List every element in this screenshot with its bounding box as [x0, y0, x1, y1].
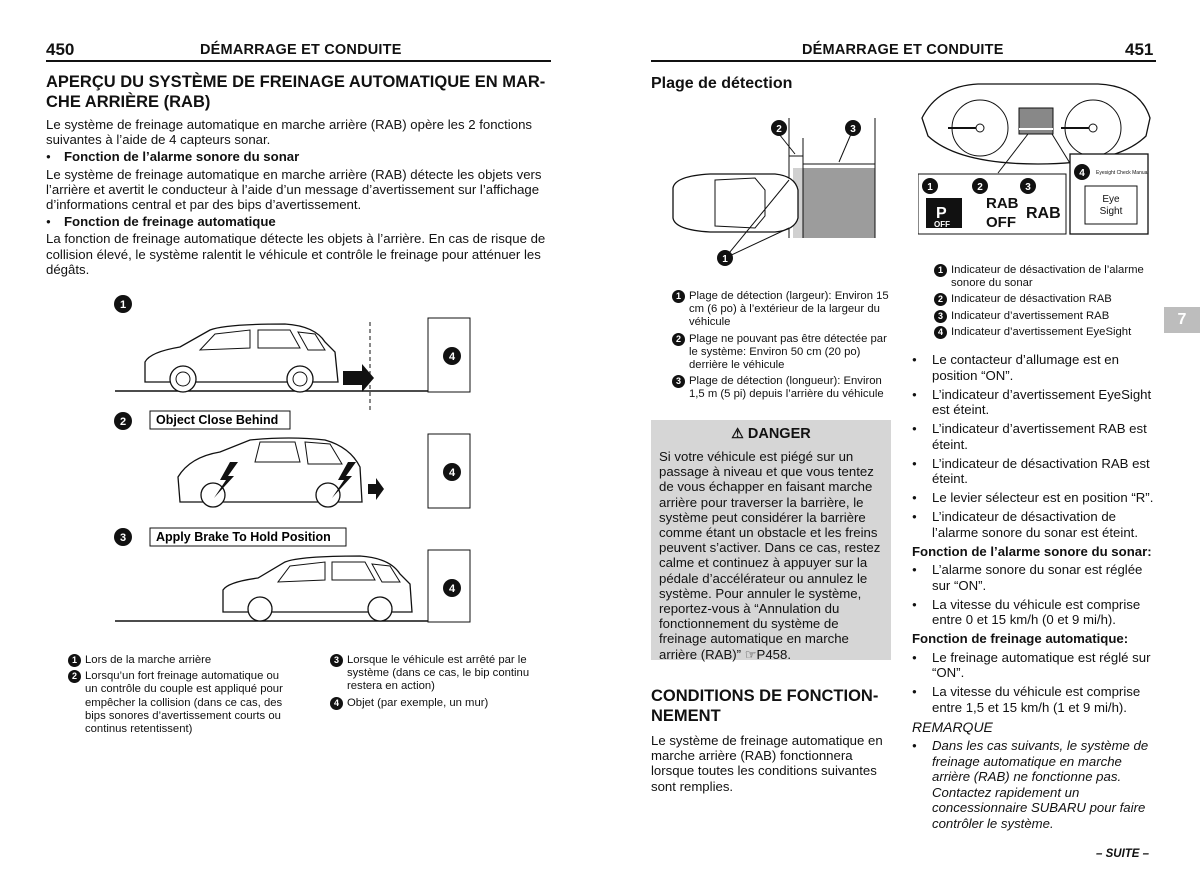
conditions-intro: Le système de freinage automatique en marche arrière (RAB) fonctionnera lorsque toutes les conditions suivantes sont remplies. [651, 733, 883, 794]
car-wheel-2a [201, 483, 225, 507]
object-number-4b: 4 [448, 467, 456, 479]
reverse-arrow-2 [368, 478, 384, 500]
danger-title: DANGER [747, 426, 811, 442]
leader-2 [779, 134, 795, 154]
car-wheel-2b [316, 483, 340, 507]
reverse-arrow-1 [343, 364, 374, 392]
brake-condition-item: ● La vitesse du véhicule est comprise entre 1,5 et 15 km/h (1 et 9 mi/h). [912, 684, 1158, 715]
brake-conditions-heading: Fonction de freinage automatique: [912, 631, 1129, 647]
intro-paragraph: Le système de freinage automatique en marche arrière (RAB) opère les 2 fonctions suivantes à l’aide de 4 capteurs sonar. [46, 117, 532, 148]
sonar-alarm-heading: ● Fonction de l’alarme sonore du sonar [46, 149, 552, 164]
car-top-view [673, 174, 798, 232]
conditions-title-line1: CONDITIONS DE FONCTION- [651, 687, 879, 705]
detection-caption-item [672, 290, 894, 330]
instrument-cluster-figure [918, 78, 1158, 238]
warning-triangle-icon: ⚠ [731, 425, 744, 441]
sonar-conditions-heading: Fonction de l’alarme sonore du sonar: [912, 544, 1152, 560]
conditions-title-line2: NEMENT [651, 707, 721, 725]
caption-text: Indicateur de désactivation de l’alarme sonore du sonar [951, 264, 1144, 290]
left-section-title-line2: CHE ARRIÈRE (RAB) [46, 93, 211, 111]
caption-text: Plage ne pouvant pas être détectée par le système: Environ 50 cm (20 po) derrière le véhicule [689, 332, 887, 372]
scene-3 [114, 528, 470, 622]
sonar-condition-item: ● L’alarme sonore du sonar est réglée sur “ON”. [912, 562, 1158, 593]
continued-marker: – SUITE – [1096, 848, 1150, 860]
indicator-caption-item [934, 310, 1160, 323]
sonar-condition-item: ● La vitesse du véhicule est comprise entre 0 et 15 km/h (0 et 9 mi/h). [912, 597, 1158, 628]
caption-text: Lorsque le véhicule est arrêté par le système (dans ce cas, le bip continu restera en action) [347, 654, 530, 693]
danger-text: Si votre véhicule est piégé sur un passage à niveau et que vous tentez de vous échapper en faisant marche arrière pour traverser la barrière, le système peut considérer la barrière comme étant un obstacle et les freins peuvent s’activer. Dans ce cas, restez calme et continuez à appuyer sur la pédale d’accélérateur ou annulez le système. Pour annuler le système, reportez-vous à “Annulation du fonctionnement du système de freinage automatique en marche arrière (RAB)” [659, 449, 881, 662]
caption-text: Lors de la marche arrière [85, 654, 212, 666]
conditions-title [651, 686, 891, 726]
left-page-number: 450 [46, 40, 75, 59]
caption-number: 4 [934, 326, 947, 339]
caption-text: Objet (par exemple, un mur) [347, 696, 489, 709]
caption-text: Plage de détection (largeur): Environ 15 cm (6 po) à l’extérieur de la largeur du véhicule [689, 290, 889, 329]
caption-text: Indicateur de désactivation RAB [951, 293, 1112, 306]
car-wheel-1b [287, 366, 313, 392]
leader-3 [839, 134, 851, 162]
chapter-tab: 7 [1164, 307, 1200, 333]
cluster-number-4: 4 [1079, 168, 1085, 179]
caption-text: Lorsqu’un fort freinage automatique ou un contrôle du couple est appliqué pour empêcher la collision (dans ce cas, des bips sonores d’avertissement courts ou continus retentissent) [85, 670, 283, 736]
cluster-number-3: 3 [1025, 182, 1031, 193]
caption-item [68, 654, 290, 667]
conditions-list [912, 352, 1158, 835]
rab-operation-figure [110, 292, 480, 637]
right-header-rule [651, 60, 1156, 62]
condition-item: ● L’indicateur d’avertissement EyeSight est éteint. [912, 387, 1158, 418]
object-number-4c: 4 [448, 583, 456, 595]
scene-2 [114, 411, 470, 508]
caption-number: 3 [330, 654, 343, 667]
apply-brake-message: Apply Brake To Hold Position [156, 530, 331, 544]
caption-item [330, 654, 552, 694]
condition-item: ● L’indicateur d’avertissement RAB est éteint. [912, 421, 1158, 452]
left-body [46, 117, 552, 277]
range-number-3: 3 [850, 124, 856, 135]
figure-number-3: 3 [119, 532, 127, 544]
danger-heading [651, 425, 891, 442]
remark-text: ● Dans les cas suivants, le système de freinage automatique en marche arrière (RAB) ne fonctionne pas. Contactez rapidement un concessionnaire SUBARU pour faire contrôler le système. [912, 738, 1158, 831]
eyesight-label-1: Eye [1102, 194, 1120, 205]
left-section-title [46, 72, 551, 112]
car-wheel-3a [248, 597, 272, 621]
eyesight-label-2: Sight [1099, 206, 1123, 217]
caption-number: 2 [68, 670, 81, 683]
indicator-caption-item [934, 293, 1160, 306]
figure-number-2: 2 [119, 416, 127, 428]
left-captions-col2 [330, 654, 552, 713]
remark-title: REMARQUE [912, 719, 993, 736]
cluster-number-2: 2 [977, 182, 983, 193]
detection-captions [672, 290, 894, 405]
condition-item: ● L’indicateur de désactivation RAB est éteint. [912, 456, 1158, 487]
detection-range-title: Plage de détection [651, 75, 793, 92]
sonar-alarm-paragraph: Le système de freinage automatique en marche arrière (RAB) détecte les objets vers l’arrière et avertit le conducteur à l’aide d’un message d’avertissement sur l’affichage d’informations central et par des bips d’avertissement. [46, 166, 542, 213]
detection-caption-item [672, 333, 894, 373]
rab-off-indicator-rab: RAB [986, 195, 1019, 212]
scene-1 [114, 295, 470, 412]
rab-warning-indicator: RAB [1026, 205, 1061, 222]
caption-number: 2 [934, 293, 947, 306]
caption-number: 2 [672, 333, 685, 346]
caption-item [330, 697, 552, 710]
left-header-rule [46, 60, 551, 62]
indicator-caption-item [934, 264, 1160, 290]
caption-number: 3 [934, 310, 947, 323]
cluster-number-1: 1 [927, 182, 933, 193]
rab-off-indicator-off: OFF [986, 214, 1016, 231]
range-number-1: 1 [722, 254, 728, 265]
center-display [1019, 108, 1053, 134]
detection-zone [803, 168, 875, 238]
car-wheel-3b [368, 597, 392, 621]
caption-number: 3 [672, 375, 685, 388]
brake-condition-item: ● Le freinage automatique est réglé sur “ON”. [912, 650, 1158, 681]
danger-box [651, 420, 891, 660]
caption-item [68, 670, 290, 736]
left-section-title-line1: APERÇU DU SYSTÈME DE FREINAGE AUTOMATIQUE EN MAR- [46, 73, 546, 91]
caption-text: Indicateur d’avertissement EyeSight [951, 325, 1132, 338]
auto-brake-heading: ● Fonction de freinage automatique [46, 214, 552, 229]
object-number-4a: 4 [448, 351, 456, 363]
left-page-header: DÉMARRAGE ET CONDUITE [200, 42, 402, 58]
caption-number: 1 [672, 290, 685, 303]
sonar-off-icon-off: OFF [934, 220, 950, 229]
indicator-caption-item [934, 326, 1160, 339]
car-wheel-1a [170, 366, 196, 392]
condition-item: ● Le levier sélecteur est en position “R”. [912, 490, 1158, 506]
detection-range-figure [655, 118, 890, 268]
caption-text: Indicateur d’avertissement RAB [951, 309, 1110, 322]
range-number-2: 2 [776, 124, 782, 135]
caption-number: 1 [68, 654, 81, 667]
right-page-number: 451 [1125, 40, 1154, 59]
figure-number-1: 1 [119, 299, 127, 311]
caption-number: 1 [934, 264, 947, 277]
left-captions-col1 [68, 654, 290, 739]
condition-item: ● Le contacteur d’allumage est en position “ON”. [912, 352, 1158, 383]
eyesight-small-text: Eyesight Check Manual [1096, 170, 1149, 176]
indicator-captions [934, 264, 1160, 342]
eyesight-indicator-icon [1085, 186, 1137, 224]
object-close-behind-message: Object Close Behind [156, 413, 279, 427]
right-page-header: DÉMARRAGE ET CONDUITE [802, 42, 1004, 58]
condition-item: ● L’indicateur de désactivation de l’alarme sonore du sonar est éteint. [912, 509, 1158, 540]
caption-text: Plage de détection (longueur): Environ 1,5 m (5 pi) depuis l’arrière du véhicule [689, 375, 884, 401]
sonar-off-icon-p: P [936, 205, 947, 222]
auto-brake-paragraph: La fonction de freinage automatique détecte les objets à l’arrière. En cas de risque de collision élevé, le système ralentit le véhicule et contrôle le freinage pour atténuer les dégâts. [46, 231, 546, 277]
detection-caption-item [672, 375, 894, 401]
danger-text-block [659, 449, 883, 662]
caption-number: 4 [330, 697, 343, 710]
danger-page-reference: ☞P458. [744, 646, 792, 662]
